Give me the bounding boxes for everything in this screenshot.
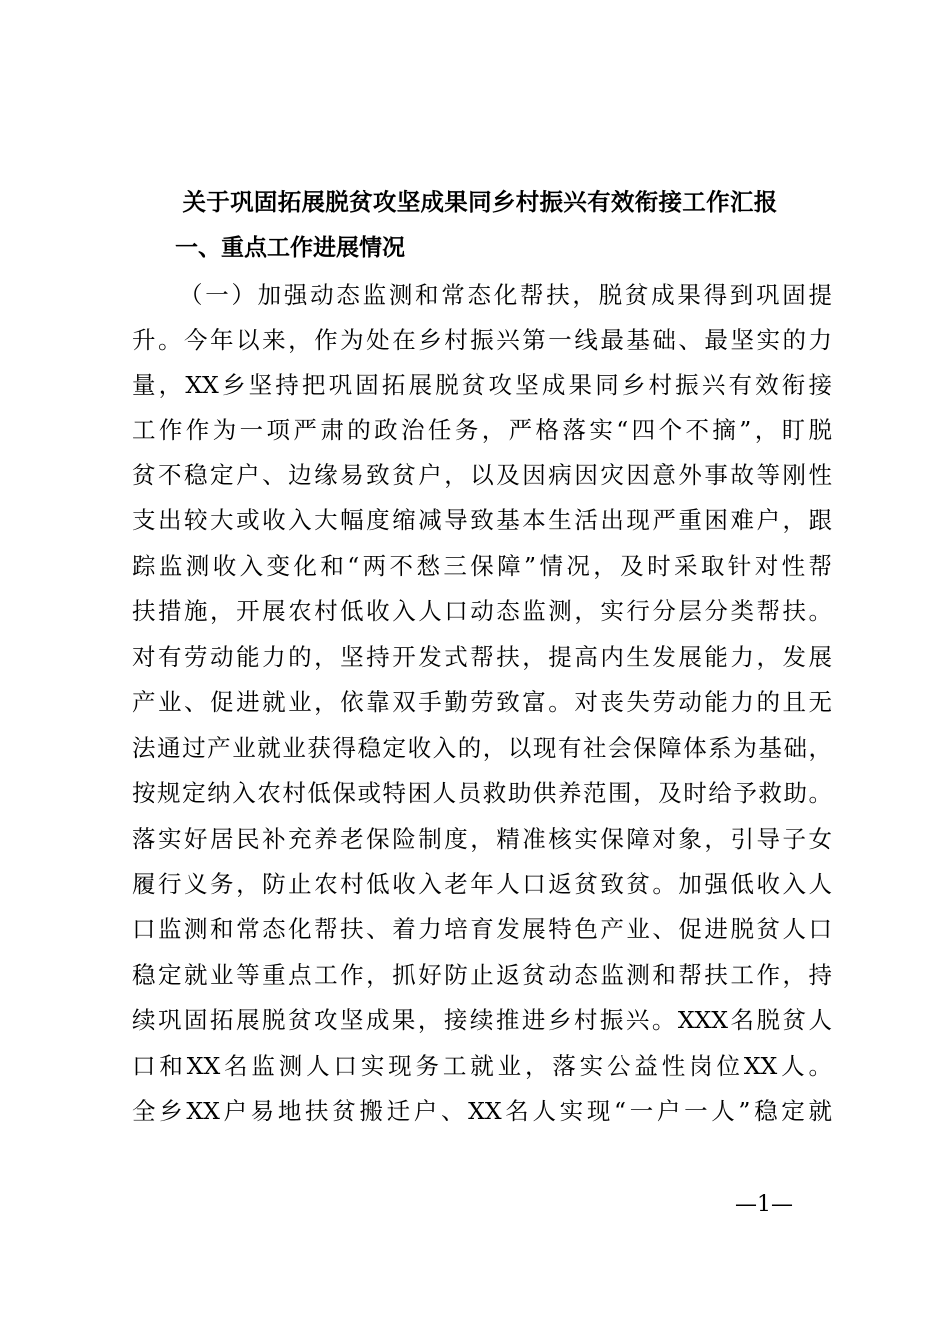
paragraph-line: 法通过产业就业获得稳定收入的，以现有社会保障体系为基础， — [132, 734, 832, 762]
paragraph-line: 贫不稳定户、边缘易致贫户，以及因病因灾因意外事故等刚性 — [132, 461, 832, 489]
paragraph-line: 全乡XX户易地扶贫搬迁户、XX名人实现“一户一人”稳定就 — [132, 1097, 832, 1125]
paragraph-line: 扶措施，开展农村低收入人口动态监测，实行分层分类帮扶。 — [132, 597, 832, 625]
paragraph-line: 支出较大或收入大幅度缩减导致基本生活出现严重困难户，跟 — [132, 506, 832, 534]
paragraph-line: 工作作为一项严肃的政治任务，严格落实“四个不摘”，盯脱 — [132, 416, 832, 444]
paragraph-line: 升。今年以来，作为处在乡村振兴第一线最基础、最坚实的力 — [132, 326, 832, 354]
paragraph-line: 对有劳动能力的，坚持开发式帮扶，提高内生发展能力，发展 — [132, 643, 832, 671]
paragraph-line: 落实好居民补充养老保险制度，精准核实保障对象，引导子女 — [132, 825, 832, 853]
page-number: —1— — [735, 1192, 793, 1217]
section-heading: 一、重点工作进展情况 — [175, 234, 405, 261]
document-title: 关于巩固拓展脱贫攻坚成果同乡村振兴有效衔接工作汇报 — [182, 188, 778, 216]
paragraph-line: 按规定纳入农村低保或特困人员救助供养范围，及时给予救助。 — [132, 779, 832, 807]
paragraph-line: 履行义务，防止农村低收入老年人口返贫致贫。加强低收入人 — [132, 870, 832, 898]
paragraph-line: 口监测和常态化帮扶、着力培育发展特色产业、促进脱贫人口 — [132, 915, 832, 943]
paragraph-line: 口和XX名监测人口实现务工就业，落实公益性岗位XX人。 — [132, 1052, 832, 1080]
paragraph-line: 稳定就业等重点工作，抓好防止返贫动态监测和帮扶工作，持 — [132, 961, 832, 989]
paragraph-line: 产业、促进就业，依靠双手勤劳致富。对丧失劳动能力的且无 — [132, 688, 832, 716]
paragraph-line: 量，XX乡坚持把巩固拓展脱贫攻坚成果同乡村振兴有效衔接 — [132, 371, 832, 399]
paragraph-line: 续巩固拓展脱贫攻坚成果，接续推进乡村振兴。XXX名脱贫人 — [132, 1006, 832, 1034]
paragraph-line: 踪监测收入变化和“两不愁三保障”情况，及时采取针对性帮 — [132, 552, 832, 580]
paragraph-line: （一）加强动态监测和常态化帮扶，脱贫成果得到巩固提 — [179, 281, 832, 309]
